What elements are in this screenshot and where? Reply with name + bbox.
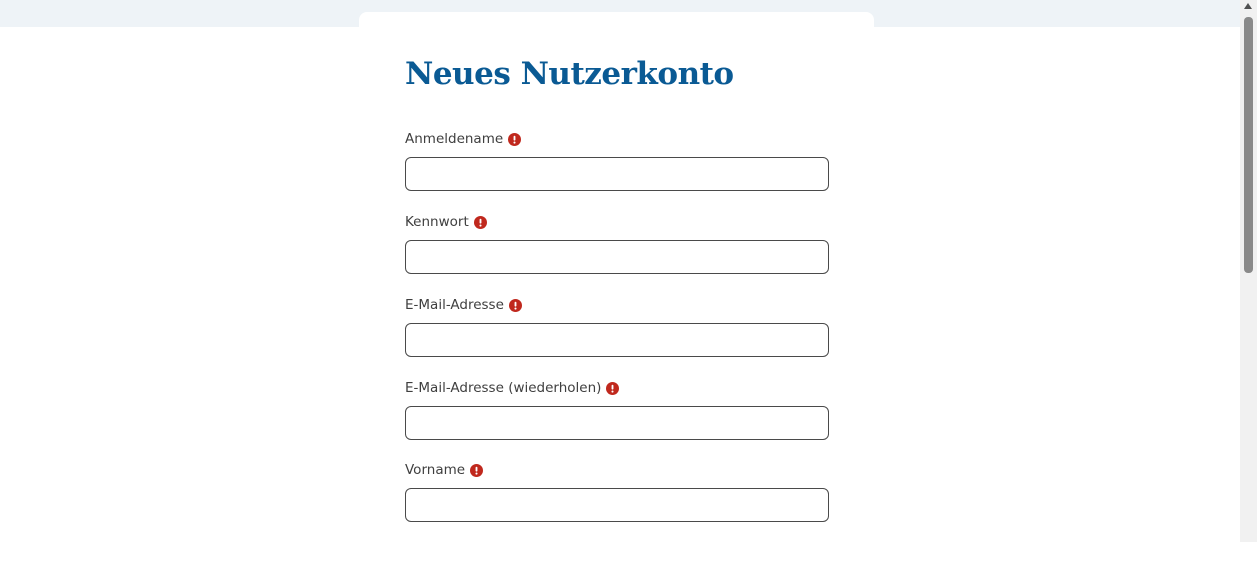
email-input[interactable] (405, 323, 829, 357)
password-input[interactable] (405, 240, 829, 274)
required-icon (509, 299, 522, 312)
password-label (405, 214, 487, 230)
required-icon (508, 133, 521, 146)
password-label-text: Kennwort (405, 214, 469, 230)
firstname-input[interactable] (405, 488, 829, 522)
email-repeat-label (405, 380, 619, 396)
email-repeat-input[interactable] (405, 406, 829, 440)
firstname-label (405, 462, 483, 478)
required-icon (470, 464, 483, 477)
username-input[interactable] (405, 157, 829, 191)
required-icon (606, 382, 619, 395)
required-icon (474, 216, 487, 229)
username-label-text: Anmeldename (405, 131, 504, 147)
scrollbar-thumb[interactable] (1244, 17, 1253, 273)
email-label (405, 297, 522, 313)
email-label-text: E-Mail-Adresse (405, 297, 504, 313)
email-repeat-label-text: E-Mail-Adresse (wiederholen) (405, 380, 602, 396)
firstname-label-text: Vorname (405, 462, 466, 478)
scroll-up-arrow-icon[interactable] (1244, 3, 1252, 9)
page-title: Neues Nutzerkonto (405, 56, 734, 92)
username-label (405, 131, 521, 147)
vertical-scrollbar[interactable] (1240, 0, 1257, 542)
